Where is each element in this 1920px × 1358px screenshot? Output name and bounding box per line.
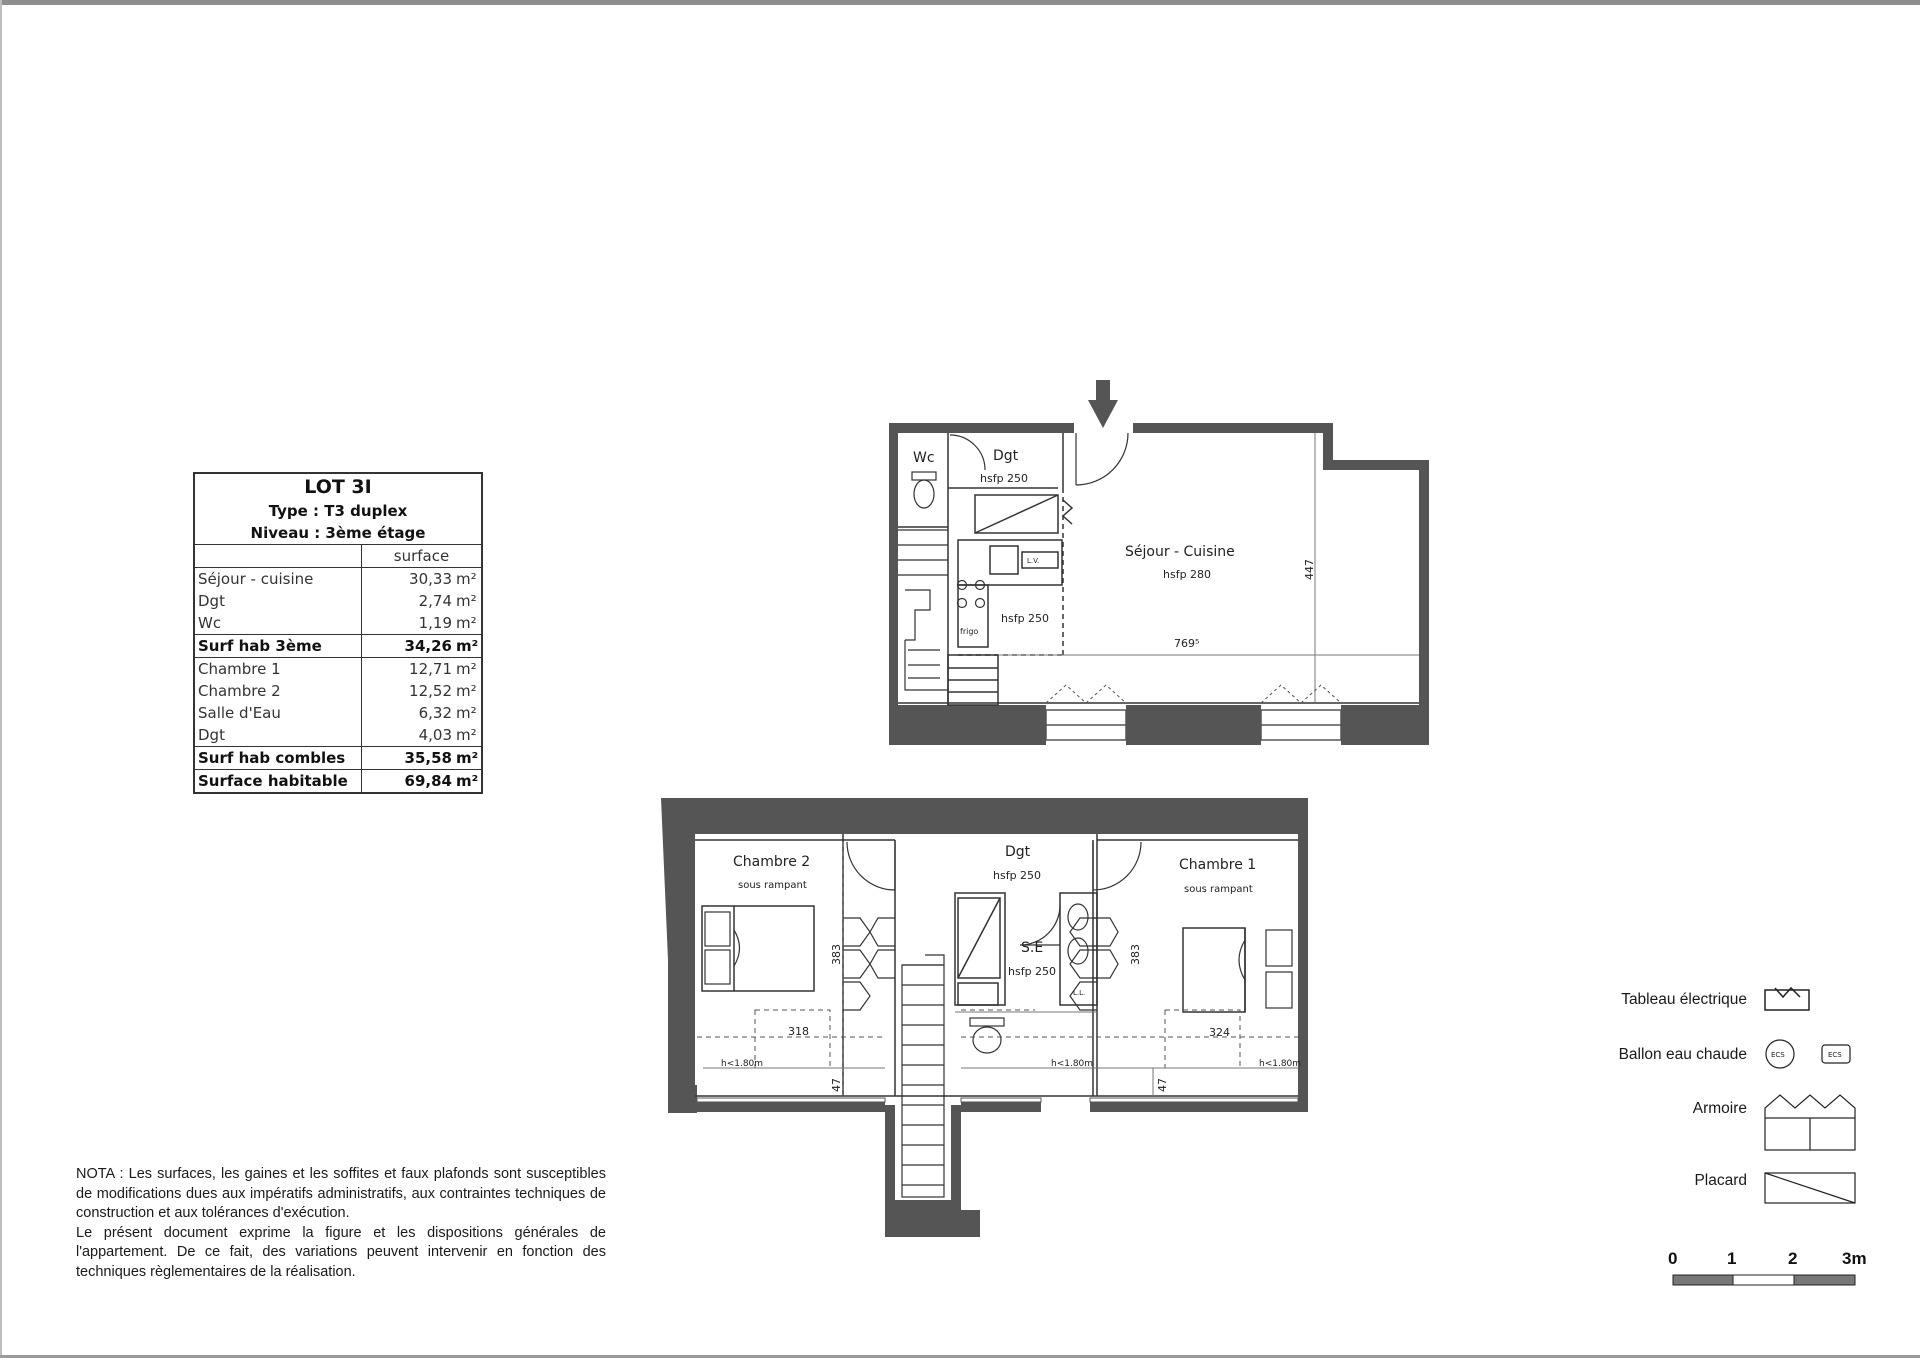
entry-arrow-icon [1088, 380, 1118, 428]
surface-unit: m² [456, 725, 477, 744]
wall-segment [889, 705, 1046, 745]
fridge-label: frigo [960, 627, 979, 636]
room-label-chambre2: Chambre 2 [733, 854, 811, 870]
room-label-wc: Wc [913, 450, 935, 466]
surface-value: 30,33 [409, 569, 452, 588]
table-header-surface: surface [362, 545, 483, 568]
legend-armoire-label: Armoire [1692, 1100, 1747, 1117]
legend-tableau-label: Tableau électrique [1621, 991, 1747, 1008]
lot-title: LOT 3I [194, 473, 482, 500]
room-name: Wc [194, 612, 362, 635]
room-name: Chambre 1 [194, 658, 362, 681]
surface-value: 4,03 [418, 725, 452, 744]
scale-bar [1673, 1275, 1855, 1285]
ecs-label-round: ECS [1771, 1051, 1785, 1059]
electrical-panel-icon [1765, 988, 1809, 1010]
room-name: Surf hab 3ème [194, 635, 362, 658]
surface-unit: m² [456, 659, 477, 678]
wall-segment [1341, 705, 1429, 745]
chambre2-note: sous rampant [738, 880, 807, 891]
legend-symbols [1673, 988, 1855, 1285]
room-name: Surface habitable [194, 770, 362, 794]
dimension-383-right: 383 [1129, 944, 1142, 965]
low-height-label-c: h<1.80m [1259, 1059, 1302, 1069]
dimension-324: 324 [1209, 1026, 1230, 1039]
lot-type: Type : T3 duplex [194, 500, 482, 522]
dgt-lower-height: hsfp 250 [993, 869, 1042, 882]
surface-value: 69,84 [404, 771, 452, 790]
stair-lower [902, 955, 944, 1197]
surface-unit: m² [456, 569, 477, 588]
sejour-height: hsfp 280 [1163, 568, 1212, 581]
dimension-769: 769⁵ [1174, 637, 1200, 650]
dimension-47-right: 47 [1156, 1078, 1169, 1092]
kitchen-height: hsfp 250 [1001, 612, 1050, 625]
room-name: Dgt [194, 724, 362, 747]
scale-label-3m: 3m [1842, 1249, 1867, 1268]
chambre1-note: sous rampant [1184, 884, 1253, 895]
surface-value: 2,74 [418, 591, 452, 610]
toilet-icon [970, 1018, 1004, 1053]
dimension-47-left: 47 [830, 1078, 843, 1092]
surface-value: 12,71 [409, 659, 452, 678]
dgt-height: hsfp 250 [980, 472, 1029, 485]
surface-value: 34,26 [404, 636, 452, 655]
surface-value: 1,19 [418, 613, 452, 632]
scale-label-0: 0 [1668, 1249, 1678, 1268]
legend-placard-label: Placard [1694, 1172, 1747, 1189]
closet-icon [1765, 1173, 1855, 1203]
low-height-label-b: h<1.80m [1051, 1059, 1094, 1069]
room-label-dgt: Dgt [993, 448, 1019, 464]
se-height: hsfp 250 [1008, 965, 1057, 978]
nota-paragraph-1: NOTA : Les surfaces, les gaines et les soffites et faux plafonds sont susceptibles de modifications dues aux impératifs administratifs, aux contraintes techniques de construction et aux tolérances d'exécution. [76, 1166, 606, 1221]
lot-niveau: Niveau : 3ème étage [194, 522, 482, 545]
surface-unit: m² [456, 703, 477, 722]
dimension-383-left: 383 [830, 944, 843, 965]
surface-unit: m² [456, 748, 479, 767]
sink-label: L.V. [1027, 557, 1040, 565]
room-name: Séjour - cuisine [194, 568, 362, 591]
wall-segment [1126, 705, 1261, 745]
nota-paragraph-2: Le présent document exprime la figure et les dispositions générales de l'appartement. De ce fait, des variations peuvent intervenir en fonction des techniques règlementaires de la réalisation. [76, 1224, 606, 1280]
legend-ballon-label: Ballon eau chaude [1618, 1046, 1747, 1063]
surface-unit: m² [456, 613, 477, 632]
plan-upper [889, 380, 1429, 745]
stair-upper [898, 530, 948, 690]
room-name: Chambre 2 [194, 680, 362, 702]
dimension-318: 318 [788, 1025, 809, 1038]
ecs-label-box: ECS [1828, 1051, 1842, 1059]
toilet-icon [912, 472, 936, 508]
room-label-chambre1: Chambre 1 [1179, 857, 1257, 873]
scale-label-1: 1 [1727, 1249, 1737, 1268]
surface-value: 12,52 [409, 681, 452, 700]
washbasin-label: L.L. [1073, 989, 1086, 997]
surface-value: 35,58 [404, 748, 452, 767]
room-label-se: S.E [1021, 940, 1044, 956]
surface-value: 6,32 [418, 703, 452, 722]
scale-label-2: 2 [1788, 1249, 1798, 1268]
surface-unit: m² [456, 591, 477, 610]
surface-unit: m² [456, 681, 477, 700]
room-label-dgt-lower: Dgt [1005, 844, 1031, 860]
room-name: Dgt [194, 590, 362, 612]
low-height-label-a: h<1.80m [721, 1059, 764, 1069]
electrical-panel-icon [1063, 500, 1072, 524]
surface-unit: m² [456, 771, 479, 790]
room-name: Salle d'Eau [194, 702, 362, 724]
entry-door [950, 433, 1128, 485]
plan-lower [661, 798, 1308, 1237]
room-name: Surf hab combles [194, 747, 362, 770]
dimension-447: 447 [1303, 559, 1316, 580]
room-label-sejour: Séjour - Cuisine [1125, 544, 1235, 560]
wardrobe-icon [1765, 1095, 1855, 1150]
surface-unit: m² [456, 636, 479, 655]
